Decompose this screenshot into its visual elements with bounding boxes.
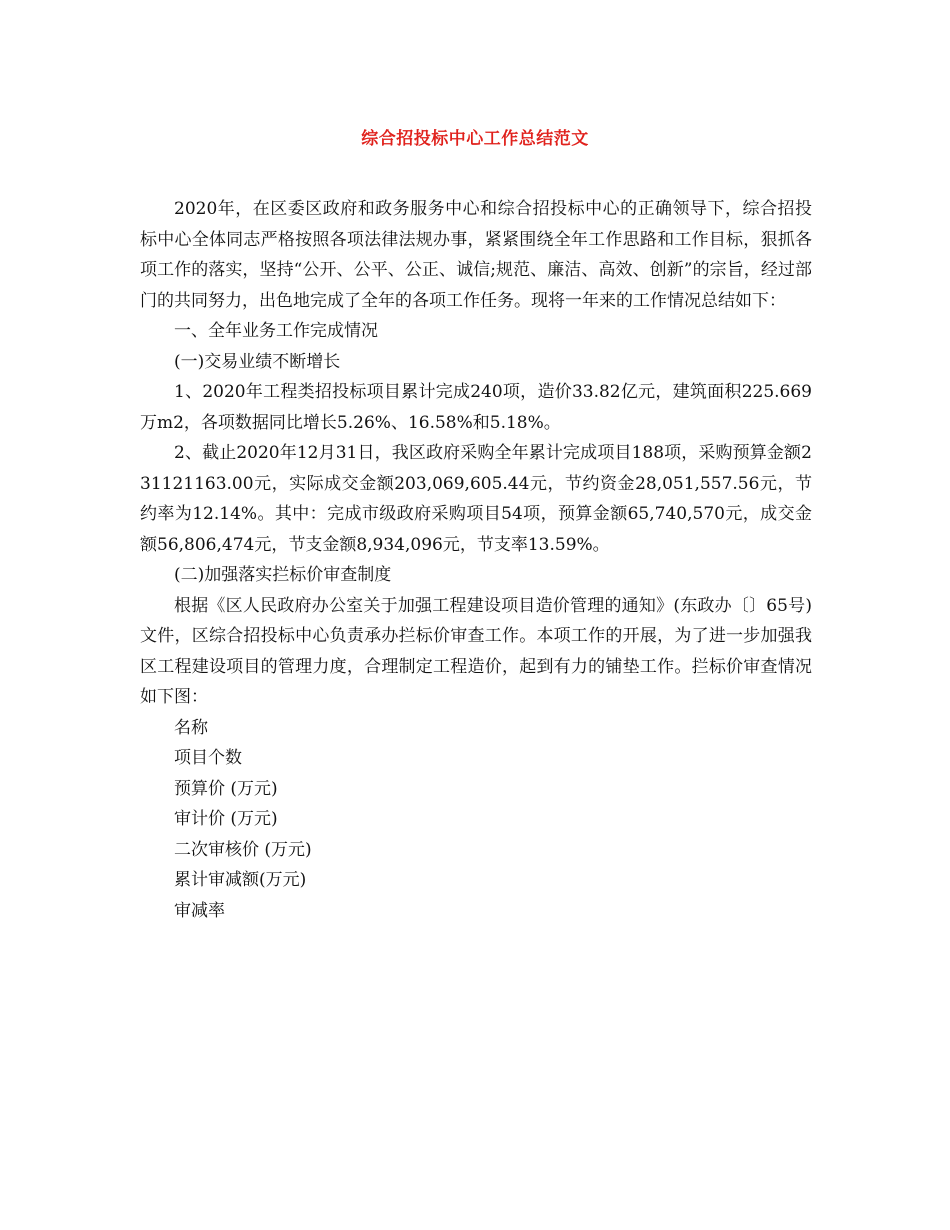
table-item-budget-price: 预算价 (万元) (174, 778, 278, 799)
document-title: 综合招投标中心工作总结范文 (361, 129, 589, 149)
subsection-heading-1: (一)交易业绩不断增长 (174, 351, 341, 372)
table-item-audit-price: 审计价 (万元) (174, 809, 278, 829)
table-item-name: 名称 (174, 717, 208, 738)
table-item-cumulative-reduction: 累计审减额(万元) (174, 870, 307, 890)
paragraph-procurement-stats: 2、截止2020年12月31日，我区政府采购全年累计完成项目188项，采购预算金额231121163.00元，实际成交金额203,069,605.44元，节约资金28,051,557.56元，节约率为12.14%。其中：完成市级政府采购项目54项，预算金额65,740,570元，成交金额56,806,474元，节支金额8,934,096元，节支率13.59%。 (140, 443, 812, 555)
paragraph-intro: 2020年，在区委区政府和政务服务中心和综合招投标中心的正确领导下，综合招投标中心全体同志严格按照各项法律法规办事，紧紧围绕全年工作思路和工作目标，狠抓各项工作的落实，坚持“公开、公平、公正、诚信;规范、廉洁、高效、创新”的宗旨，经过部门的共同努力，出色地完成了全年的各项工作任务。现将一年来的工作情况总结如下： (140, 199, 812, 311)
paragraph-engineering-stats: 1、2020年工程类招投标项目累计完成240项，造价33.82亿元，建筑面积225.669万m2，各项数据同比增长5.26%、16.58%和5.18%。 (140, 382, 812, 433)
section-heading-1: 一、全年业务工作完成情况 (174, 321, 378, 341)
subsection-heading-2: (二)加强落实拦标价审查制度 (174, 565, 392, 585)
paragraph-price-review: 根据《区人民政府办公室关于加强工程建设项目造价管理的通知》(东政办〔〕65号)文件，区综合招投标中心负责承办拦标价审查工作。本项工作的开展，为了进一步加强我区工程建设项目的管理力度，合理制定工程造价，起到有力的铺垫工作。拦标价审查情况如下图： (140, 595, 812, 707)
table-item-second-review-price: 二次审核价 (万元) (174, 839, 312, 860)
table-item-project-count: 项目个数 (174, 748, 242, 768)
table-item-reduction-rate: 审减率 (174, 900, 225, 921)
document-body (140, 194, 812, 926)
